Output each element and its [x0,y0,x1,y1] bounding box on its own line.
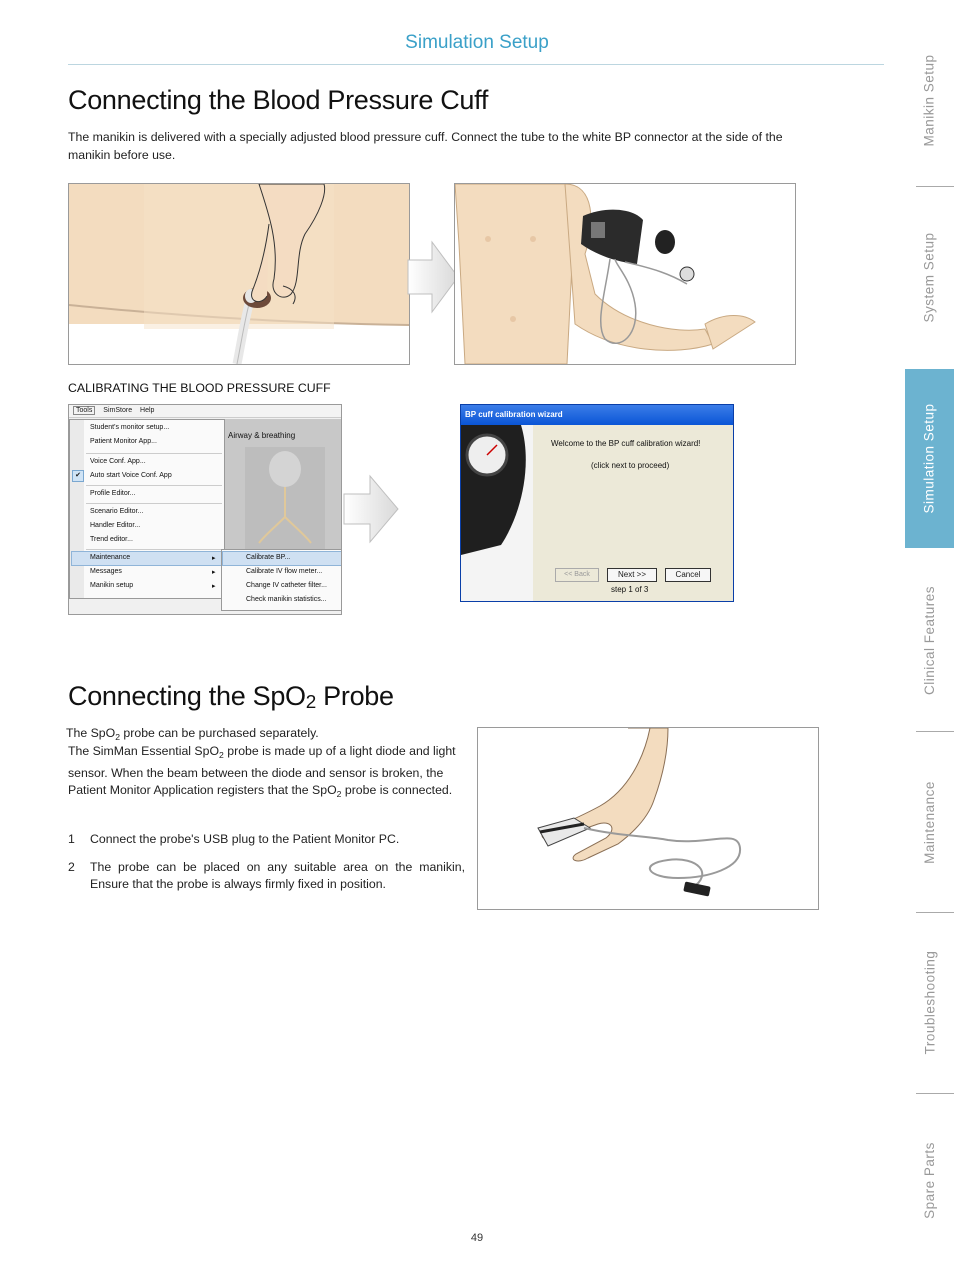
spo2-purchase-text: The SpO$_2$ probe can be purchased separately. [66,726,319,742]
submenu-item[interactable]: Calibrate IV flow meter... [246,568,323,575]
section-title: Simulation Setup [405,32,549,53]
menu-item[interactable]: Voice Conf. App... [90,458,146,465]
airway-panel-title: Airway & breathing [228,431,296,440]
submenu-item[interactable]: Change IV catheter filter... [246,582,327,589]
spo2-probe-heading: Connecting the SpO2 Probe [68,681,394,713]
menu-item[interactable]: Trend editor... [90,536,133,543]
calibrating-subheading: CALIBRATING THE BLOOD PRESSURE CUFF [68,381,331,395]
tab-manikin-setup[interactable]: Manikin Setup [922,53,937,147]
calibrate-bp-item[interactable]: Calibrate BP... [246,554,291,561]
tab-divider [916,186,954,187]
maintenance-submenu [221,549,342,611]
arrow-right-icon [342,474,400,544]
spo2-probe-photo [477,727,819,910]
tab-divider [916,731,954,732]
bp-wizard-screenshot [460,404,734,602]
bp-cuff-heading: Connecting the Blood Pressure Cuff [68,85,489,115]
tools-menu-screenshot [68,404,342,615]
tab-divider [916,912,954,913]
wizard-next-button[interactable]: Next >> [607,568,657,582]
menu-item[interactable]: Messages [90,568,122,575]
tab-maintenance[interactable]: Maintenance [922,781,937,864]
list-item: 1 Connect the probe's USB plug to the Patient Monitor PC. [68,832,400,846]
list-item: 2 The probe can be placed on any suitable area on the manikin, Ensure that the probe is always firmly fixed in position. [68,859,465,891]
wizard-titlebar: BP cuff calibration wizard [461,405,733,425]
menu-item[interactable]: Patient Monitor App... [90,438,157,445]
wizard-step-indicator: step 1 of 3 [611,585,649,594]
submenu-arrow-icon: ▸ [212,583,216,590]
tab-clinical-features[interactable]: Clinical Features [922,585,938,695]
menu-item[interactable]: Scenario Editor... [90,508,144,515]
menu-item[interactable]: Profile Editor... [90,490,136,497]
manikin-cuff-photo [454,183,796,365]
submenu-arrow-icon: ▸ [212,569,216,576]
wizard-hint-text: (click next to proceed) [591,461,670,470]
bp-intro-text: The manikin is delivered with a specially adjusted blood pressure cuff. Connect the tube to the white BP connector at the side of the manikin before use. [68,130,783,162]
tab-simulation-setup[interactable]: Simulation Setup [905,369,954,548]
menubar [69,405,341,418]
arrow-right-icon [406,240,460,314]
menu-item[interactable]: Student's monitor setup... [90,424,170,431]
airway-panel [225,419,341,551]
menu-item[interactable]: Manikin setup [90,582,134,589]
tools-dropdown [69,419,225,599]
menu-item-maintenance[interactable]: Maintenance [90,554,131,561]
page-number: 49 [470,1232,484,1244]
tab-troubleshooting[interactable]: Troubleshooting [922,950,938,1055]
tab-divider [916,1093,954,1094]
submenu-arrow-icon: ▸ [212,555,216,562]
submenu-item[interactable]: Check manikin statistics... [246,596,327,603]
menu-item[interactable]: Handler Editor... [90,522,141,529]
menu-item[interactable]: Auto start Voice Conf. App [90,472,172,479]
bp-connector-photo [68,183,410,365]
spo2-description-text: The SimMan Essential SpO$_2$ probe is made up of a light diode and light sensor. When the beam between the diode and sensor is broken, the Patient Monitor Application registers that the SpO$_2$ probe is connected. [68,744,456,799]
menu-simstore[interactable]: SimStore [103,407,133,414]
checkmark-icon: ✔ [72,470,84,482]
header-divider [68,64,884,65]
menu-tools[interactable]: Tools [73,406,95,415]
tab-spare-parts[interactable]: Spare Parts [922,1141,938,1219]
tab-system-setup[interactable]: System Setup [922,232,938,323]
wizard-welcome-text: Welcome to the BP cuff calibration wizard! [551,439,701,448]
menu-help[interactable]: Help [140,407,155,414]
spo2-steps-list [68,831,465,894]
wizard-back-button[interactable]: << Back [555,568,599,582]
gauge-photo [461,425,533,601]
wizard-cancel-button[interactable]: Cancel [665,568,711,582]
